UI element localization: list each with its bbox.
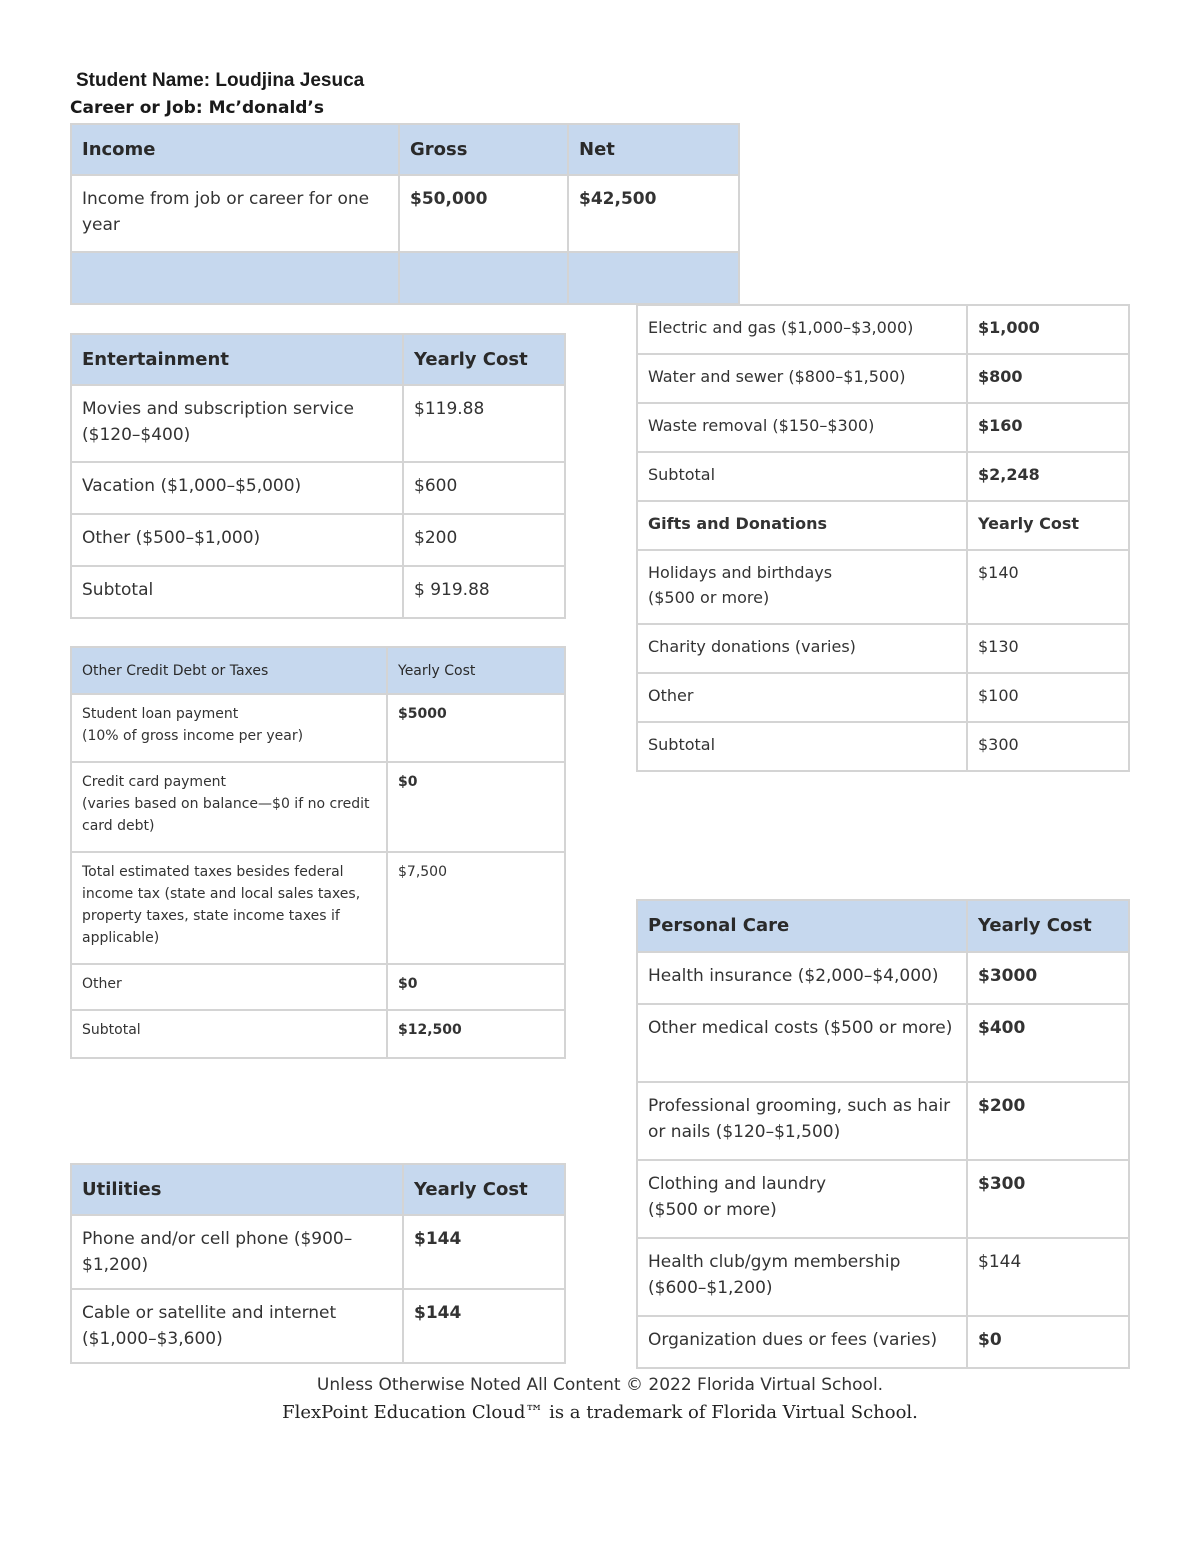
row-value: $0	[967, 1316, 1129, 1368]
row-label: Credit card payment (varies based on balance—$0 if no credit card debt)	[71, 762, 387, 852]
row-value: $140	[967, 550, 1129, 624]
row-value: $100	[967, 673, 1129, 722]
row-label: Vacation ($1,000–$5,000)	[71, 462, 403, 514]
row-label: Cable or satellite and internet ($1,000–$3,600)	[71, 1289, 403, 1363]
row-label: Charity donations (varies)	[637, 624, 967, 673]
row-label: Professional grooming, such as hair or nails ($120–$1,500)	[637, 1082, 967, 1160]
row-label: Other	[637, 673, 967, 722]
row-value: $600	[403, 462, 565, 514]
utilities-table	[70, 1163, 566, 1364]
blank-cell	[568, 252, 739, 304]
gross-header: Gross	[399, 124, 568, 175]
utilities-continued-table	[636, 304, 1130, 772]
yearly-cost-header: Yearly Cost	[387, 647, 565, 694]
row-label: Student loan payment (10% of gross income per year)	[71, 694, 387, 762]
row-label: Other medical costs ($500 or more)	[637, 1004, 967, 1082]
row-value: $200	[403, 514, 565, 566]
blank-cell	[399, 252, 568, 304]
row-label: Phone and/or cell phone ($900–$1,200)	[71, 1215, 403, 1289]
utilities-header: Utilities	[71, 1164, 403, 1215]
row-value: $5000	[387, 694, 565, 762]
row-value: $ 919.88	[403, 566, 565, 618]
row-value: $144	[403, 1289, 565, 1363]
gross-value: $50,000	[399, 175, 568, 252]
gifts-header: Gifts and Donations	[637, 501, 967, 550]
net-header: Net	[568, 124, 739, 175]
row-value: $144	[403, 1215, 565, 1289]
credit-debt-table	[70, 646, 566, 1059]
row-value: $12,500	[387, 1010, 565, 1058]
row-value: $119.88	[403, 385, 565, 462]
row-value: $400	[967, 1004, 1129, 1082]
net-value: $42,500	[568, 175, 739, 252]
row-label: Electric and gas ($1,000–$3,000)	[637, 305, 967, 354]
row-value: $1,000	[967, 305, 1129, 354]
row-value: $3000	[967, 952, 1129, 1004]
row-label: Other	[71, 964, 387, 1010]
yearly-cost-header: Yearly Cost	[403, 1164, 565, 1215]
student-name: Student Name: Loudjina Jesuca	[76, 70, 365, 91]
credit-header: Other Credit Debt or Taxes	[71, 647, 387, 694]
row-label: Clothing and laundry ($500 or more)	[637, 1160, 967, 1238]
personal-care-header: Personal Care	[637, 900, 967, 952]
row-value: $0	[387, 762, 565, 852]
row-label: Subtotal	[637, 452, 967, 501]
career-or-job: Career or Job: Mc’donald’s	[70, 98, 325, 118]
row-value: $800	[967, 354, 1129, 403]
copyright-notice: Unless Otherwise Noted All Content © 2022 Florida Virtual School.	[316, 1375, 884, 1395]
row-label: Subtotal	[637, 722, 967, 771]
blank-cell	[71, 252, 399, 304]
row-value: $0	[387, 964, 565, 1010]
row-label: Waste removal ($150–$300)	[637, 403, 967, 452]
personal-care-table	[636, 899, 1130, 1369]
yearly-cost-header: Yearly Cost	[403, 334, 565, 385]
row-label: Health club/gym membership ($600–$1,200)	[637, 1238, 967, 1316]
row-value: $130	[967, 624, 1129, 673]
entertainment-header: Entertainment	[71, 334, 403, 385]
row-label: Holidays and birthdays ($500 or more)	[637, 550, 967, 624]
row-value: $144	[967, 1238, 1129, 1316]
row-label: Subtotal	[71, 566, 403, 618]
row-label: Health insurance ($2,000–$4,000)	[637, 952, 967, 1004]
income-header: Income	[71, 124, 399, 175]
income-table	[70, 123, 740, 305]
trademark-notice: FlexPoint Education Cloud™ is a trademark of Florida Virtual School.	[282, 1402, 918, 1423]
row-value: $7,500	[387, 852, 565, 964]
row-value: $2,248	[967, 452, 1129, 501]
row-label: Water and sewer ($800–$1,500)	[637, 354, 967, 403]
row-value: $160	[967, 403, 1129, 452]
income-row-label: Income from job or career for one year	[71, 175, 399, 252]
row-label: Subtotal	[71, 1010, 387, 1058]
yearly-cost-header: Yearly Cost	[967, 900, 1129, 952]
row-label: Movies and subscription service ($120–$400)	[71, 385, 403, 462]
row-label: Other ($500–$1,000)	[71, 514, 403, 566]
row-label: Total estimated taxes besides federal income tax (state and local sales taxes, property taxes, state income taxes if applicable)	[71, 852, 387, 964]
entertainment-table	[70, 333, 566, 619]
row-value: $300	[967, 722, 1129, 771]
row-value: $200	[967, 1082, 1129, 1160]
yearly-cost-header: Yearly Cost	[967, 501, 1129, 550]
row-value: $300	[967, 1160, 1129, 1238]
row-label: Organization dues or fees (varies)	[637, 1316, 967, 1368]
